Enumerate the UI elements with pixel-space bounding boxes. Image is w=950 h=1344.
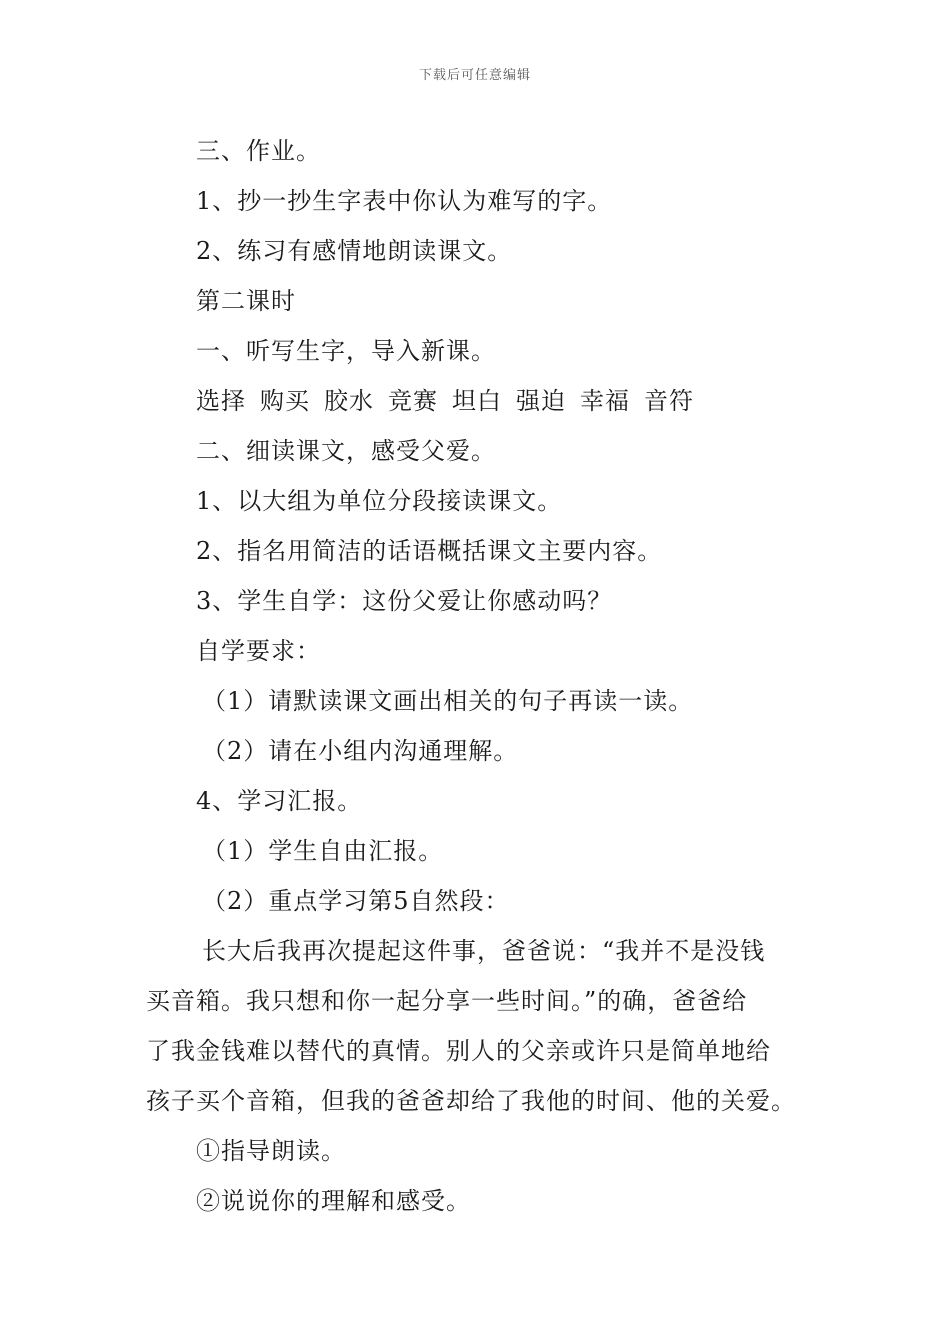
homework-item-2: 2、练习有感情地朗读课文。	[196, 237, 513, 265]
report-item-2: （2）重点学习第5自然段：	[202, 887, 510, 915]
vocab-word: 幸福	[580, 387, 630, 415]
requirement-2: （2）请在小组内沟通理解。	[202, 737, 519, 765]
guidance-item-1: ①指导朗读。	[196, 1137, 346, 1165]
homework-item-1: 1、抄一抄生字表中你认为难写的字。	[196, 187, 613, 215]
vocabulary-list	[146, 376, 808, 426]
vocab-word: 强迫	[516, 387, 566, 415]
quoted-paragraph-line-2: 买音箱。我只想和你一起分享一些时间。”的确，爸爸给	[146, 987, 748, 1015]
document-body	[146, 126, 808, 1226]
section-reading-heading: 二、细读课文，感受父爱。	[196, 437, 496, 465]
vocab-word: 竞赛	[388, 387, 438, 415]
vocab-word: 购买	[260, 387, 310, 415]
quoted-paragraph-line-1: 长大后我再次提起这件事，爸爸说：“我并不是没钱	[202, 937, 766, 965]
vocab-word: 胶水	[324, 387, 374, 415]
reading-step-4: 4、学习汇报。	[196, 787, 363, 815]
report-item-1: （1）学生自由汇报。	[202, 837, 444, 865]
guidance-item-2: ②说说你的理解和感受。	[196, 1187, 471, 1215]
header-note: 下载后可任意编辑	[418, 68, 531, 83]
vocab-word: 音符	[644, 387, 694, 415]
quoted-paragraph-line-4: 孩子买个音箱，但我的爸爸却给了我他的时间、他的关爱。	[146, 1087, 796, 1115]
self-study-requirements: 自学要求：	[196, 637, 321, 665]
reading-step-1: 1、以大组为单位分段接读课文。	[196, 487, 563, 515]
section-homework-heading: 三、作业。	[196, 137, 321, 165]
reading-step-2: 2、指名用简洁的话语概括课文主要内容。	[196, 537, 663, 565]
reading-step-3: 3、学生自学：这份父爱让你感动吗？	[196, 587, 613, 615]
vocab-word: 坦白	[452, 387, 502, 415]
lesson-two-heading: 第二课时	[196, 287, 296, 315]
section-dictation-heading: 一、听写生字，导入新课。	[196, 337, 496, 365]
vocab-word: 选择	[196, 387, 246, 415]
requirement-1: （1）请默读课文画出相关的句子再读一读。	[202, 687, 694, 715]
quoted-paragraph-line-3: 了我金钱难以替代的真情。别人的父亲或许只是简单地给	[146, 1037, 771, 1065]
